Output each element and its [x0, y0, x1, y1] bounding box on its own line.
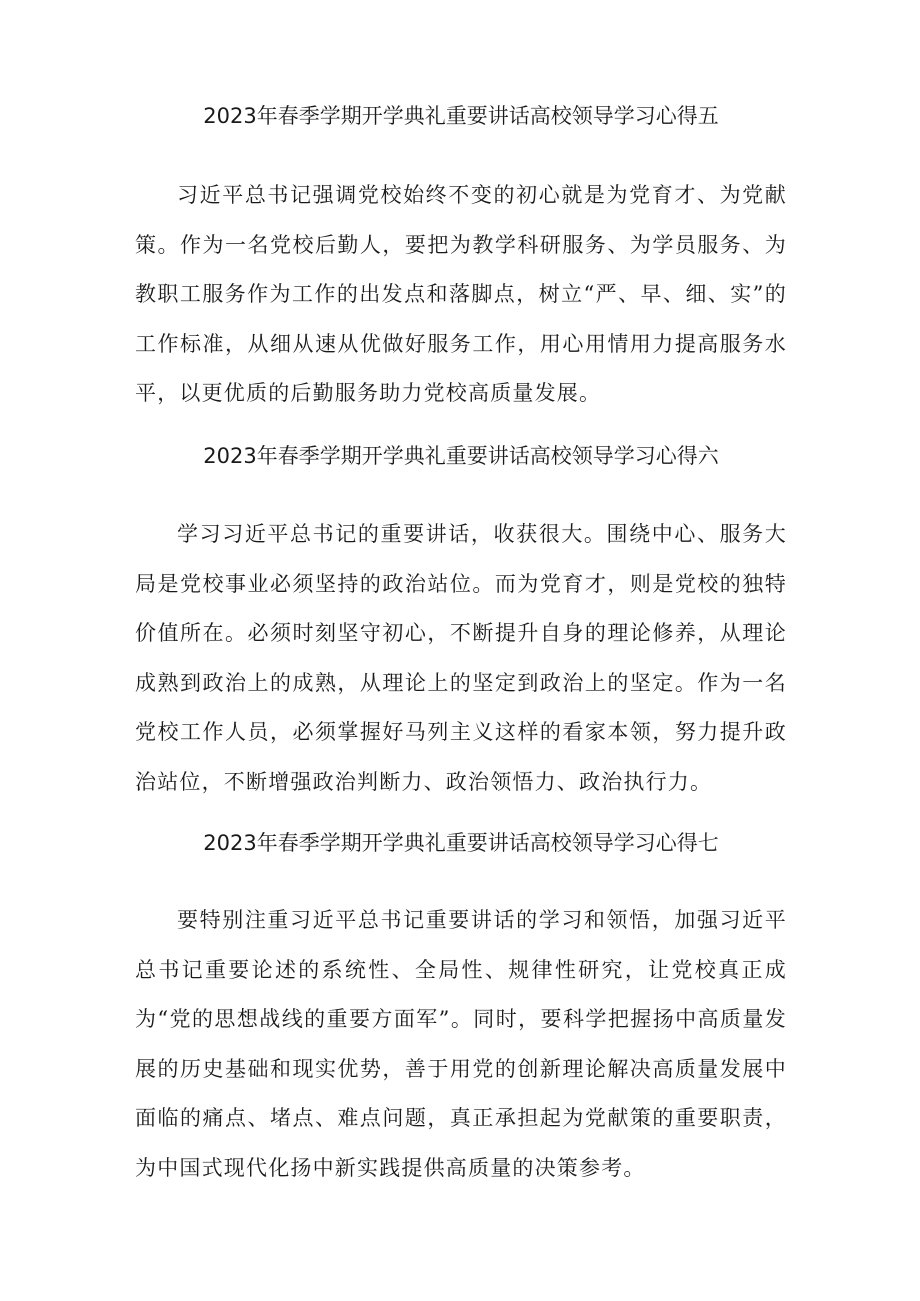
section-5-heading-block [135, 101, 787, 131]
section-heading: 2023年春季学期开学典礼重要讲话高校领导学习心得七 [203, 831, 719, 855]
section-paragraph: 学习习近平总书记的重要讲话，收获很大。围绕中心、服务大局是党校事业必须坚持的政治站位。而为党育才，则是党校的独特价值所在。必须时刻坚守初心，不断提升自身的理论修养，从理论成熟到政治上的成熟，从理论上的坚定到政治上的坚定。作为一名党校工作人员，必须掌握好马列主义这样的看家本领，努力提升政治站位，不断增强政治判断力、政治领悟力、政治执行力。 [135, 522, 787, 794]
section-5-body-block [135, 171, 787, 419]
section-paragraph: 习近平总书记强调党校始终不变的初心就是为党育才、为党献策。作为一名党校后勤人，要把为教学科研服务、为学员服务、为教职工服务作为工作的出发点和落脚点，树立“严、早、细、实”的工作标准，从细从速从优做好服务工作，用心用情用力提高服务水平，以更优质的后勤服务助力党校高质量发展。 [135, 183, 787, 405]
section-heading: 2023年春季学期开学典礼重要讲话高校领导学习心得六 [203, 444, 719, 468]
section-paragraph: 要特别注重习近平总书记重要讲话的学习和领悟，加强习近平总书记重要论述的系统性、全局性、规律性研究，让党校真正成为“党的思想战线的重要方面军”。同时，要科学把握扬中高质量发展的历史基础和现实优势，善于用党的创新理论解决高质量发展中面临的痛点、堵点、难点问题，真正承担起为党献策的重要职责，为中国式现代化扬中新实践提供高质量的决策参考。 [135, 908, 787, 1180]
section-6-body-block [135, 510, 787, 807]
section-7-body-block [135, 896, 787, 1193]
section-7-heading-block [135, 828, 787, 858]
section-heading: 2023年春季学期开学典礼重要讲话高校领导学习心得五 [203, 104, 719, 128]
section-6-heading-block [135, 441, 787, 471]
